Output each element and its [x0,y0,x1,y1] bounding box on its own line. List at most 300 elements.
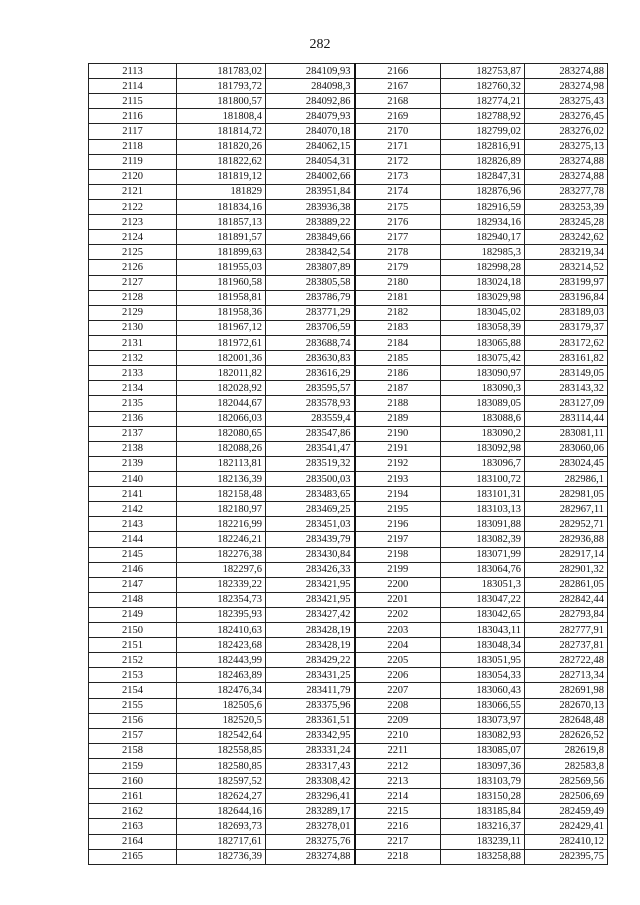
x-coordinate-cell: 182443,99 [177,653,266,668]
y-coordinate-cell: 283331,24 [266,743,355,758]
point-number-cell: 2152 [89,653,177,668]
point-number-cell: 2191 [355,441,441,456]
x-coordinate-cell: 183090,3 [441,381,525,396]
y-coordinate-cell: 282506,69 [525,789,608,804]
table-row [89,109,608,124]
x-coordinate-cell: 181972,61 [177,335,266,350]
table-row [89,351,608,366]
x-coordinate-cell: 183066,55 [441,698,525,713]
y-coordinate-cell: 283317,43 [266,759,355,774]
x-coordinate-cell: 182395,93 [177,607,266,622]
point-number-cell: 2194 [355,487,441,502]
x-coordinate-cell: 181819,12 [177,169,266,184]
point-number-cell: 2165 [89,849,177,864]
y-coordinate-cell: 282429,41 [525,819,608,834]
point-number-cell: 2192 [355,456,441,471]
point-number-cell: 2173 [355,169,441,184]
x-coordinate-cell: 182788,92 [441,109,525,124]
y-coordinate-cell: 283149,05 [525,366,608,381]
y-coordinate-cell: 282967,11 [525,502,608,517]
x-coordinate-cell: 182044,67 [177,396,266,411]
table-row [89,562,608,577]
point-number-cell: 2195 [355,502,441,517]
x-coordinate-cell: 181829 [177,184,266,199]
y-coordinate-cell: 283242,62 [525,230,608,245]
x-coordinate-cell: 182542,64 [177,728,266,743]
point-number-cell: 2187 [355,381,441,396]
point-number-cell: 2190 [355,426,441,441]
y-coordinate-cell: 283275,76 [266,834,355,849]
y-coordinate-cell: 283274,88 [525,154,608,169]
point-number-cell: 2216 [355,819,441,834]
point-number-cell: 2214 [355,789,441,804]
x-coordinate-cell: 181800,57 [177,94,266,109]
point-number-cell: 2178 [355,245,441,260]
x-coordinate-cell: 183150,28 [441,789,525,804]
point-number-cell: 2133 [89,366,177,381]
point-number-cell: 2118 [89,139,177,154]
y-coordinate-cell: 282713,34 [525,668,608,683]
y-coordinate-cell: 283630,83 [266,351,355,366]
x-coordinate-cell: 182339,22 [177,577,266,592]
x-coordinate-cell: 183043,11 [441,623,525,638]
y-coordinate-cell: 282737,81 [525,638,608,653]
table-row [89,290,608,305]
point-number-cell: 2212 [355,759,441,774]
y-coordinate-cell: 282842,44 [525,592,608,607]
y-coordinate-cell: 282583,8 [525,759,608,774]
table-row [89,366,608,381]
point-number-cell: 2186 [355,366,441,381]
table-row [89,184,608,199]
table-row [89,426,608,441]
point-number-cell: 2159 [89,759,177,774]
point-number-cell: 2200 [355,577,441,592]
point-number-cell: 2119 [89,154,177,169]
x-coordinate-cell: 183024,18 [441,275,525,290]
y-coordinate-cell: 283595,57 [266,381,355,396]
point-number-cell: 2188 [355,396,441,411]
y-coordinate-cell: 283771,29 [266,305,355,320]
table-row [89,607,608,622]
table-row [89,743,608,758]
x-coordinate-cell: 181808,4 [177,109,266,124]
y-coordinate-cell: 283276,45 [525,109,608,124]
point-number-cell: 2120 [89,169,177,184]
x-coordinate-cell: 183239,11 [441,834,525,849]
x-coordinate-cell: 182297,6 [177,562,266,577]
table-row [89,577,608,592]
x-coordinate-cell: 182624,27 [177,789,266,804]
coordinates-table-body [89,64,608,865]
y-coordinate-cell: 282722,48 [525,653,608,668]
point-number-cell: 2149 [89,607,177,622]
x-coordinate-cell: 183075,42 [441,351,525,366]
table-row [89,381,608,396]
y-coordinate-cell: 283889,22 [266,215,355,230]
point-number-cell: 2193 [355,471,441,486]
point-number-cell: 2129 [89,305,177,320]
point-number-cell: 2144 [89,532,177,547]
x-coordinate-cell: 183060,43 [441,683,525,698]
point-number-cell: 2171 [355,139,441,154]
table-row [89,502,608,517]
x-coordinate-cell: 183101,31 [441,487,525,502]
y-coordinate-cell: 283199,97 [525,275,608,290]
x-coordinate-cell: 183029,98 [441,290,525,305]
point-number-cell: 2145 [89,547,177,562]
point-number-cell: 2157 [89,728,177,743]
point-number-cell: 2201 [355,592,441,607]
table-row [89,849,608,864]
point-number-cell: 2189 [355,411,441,426]
x-coordinate-cell: 183091,88 [441,517,525,532]
y-coordinate-cell: 283274,88 [525,64,608,79]
x-coordinate-cell: 183097,36 [441,759,525,774]
x-coordinate-cell: 183089,05 [441,396,525,411]
x-coordinate-cell: 181891,57 [177,230,266,245]
y-coordinate-cell: 283308,42 [266,774,355,789]
x-coordinate-cell: 182717,61 [177,834,266,849]
point-number-cell: 2147 [89,577,177,592]
y-coordinate-cell: 284092,86 [266,94,355,109]
y-coordinate-cell: 284002,66 [266,169,355,184]
point-number-cell: 2208 [355,698,441,713]
x-coordinate-cell: 182423,68 [177,638,266,653]
point-number-cell: 2204 [355,638,441,653]
point-number-cell: 2207 [355,683,441,698]
point-number-cell: 2140 [89,471,177,486]
point-number-cell: 2115 [89,94,177,109]
table-row [89,713,608,728]
y-coordinate-cell: 282917,14 [525,547,608,562]
y-coordinate-cell: 284098,3 [266,79,355,94]
table-row [89,79,608,94]
point-number-cell: 2131 [89,335,177,350]
point-number-cell: 2215 [355,804,441,819]
y-coordinate-cell: 283275,13 [525,139,608,154]
y-coordinate-cell: 282861,05 [525,577,608,592]
point-number-cell: 2155 [89,698,177,713]
x-coordinate-cell: 181834,16 [177,199,266,214]
x-coordinate-cell: 182354,73 [177,592,266,607]
x-coordinate-cell: 181822,62 [177,154,266,169]
point-number-cell: 2153 [89,668,177,683]
point-number-cell: 2209 [355,713,441,728]
x-coordinate-cell: 182736,39 [177,849,266,864]
x-coordinate-cell: 183082,93 [441,728,525,743]
table-row [89,819,608,834]
y-coordinate-cell: 283547,86 [266,426,355,441]
x-coordinate-cell: 183045,02 [441,305,525,320]
x-coordinate-cell: 182011,82 [177,366,266,381]
x-coordinate-cell: 182476,34 [177,683,266,698]
table-row [89,335,608,350]
y-coordinate-cell: 283541,47 [266,441,355,456]
point-number-cell: 2184 [355,335,441,350]
x-coordinate-cell: 183047,22 [441,592,525,607]
table-row [89,169,608,184]
point-number-cell: 2136 [89,411,177,426]
point-number-cell: 2185 [355,351,441,366]
point-number-cell: 2156 [89,713,177,728]
y-coordinate-cell: 283179,37 [525,320,608,335]
y-coordinate-cell: 283245,28 [525,215,608,230]
coordinates-table [88,63,608,865]
point-number-cell: 2126 [89,260,177,275]
y-coordinate-cell: 283706,59 [266,320,355,335]
y-coordinate-cell: 283161,82 [525,351,608,366]
x-coordinate-cell: 182216,99 [177,517,266,532]
x-coordinate-cell: 183103,79 [441,774,525,789]
x-coordinate-cell: 181814,72 [177,124,266,139]
x-coordinate-cell: 183048,34 [441,638,525,653]
point-number-cell: 2196 [355,517,441,532]
point-number-cell: 2172 [355,154,441,169]
y-coordinate-cell: 283361,51 [266,713,355,728]
y-coordinate-cell: 283274,88 [266,849,355,864]
point-number-cell: 2160 [89,774,177,789]
point-number-cell: 2179 [355,260,441,275]
x-coordinate-cell: 183090,2 [441,426,525,441]
x-coordinate-cell: 182934,16 [441,215,525,230]
y-coordinate-cell: 283296,41 [266,789,355,804]
y-coordinate-cell: 283469,25 [266,502,355,517]
x-coordinate-cell: 183054,33 [441,668,525,683]
x-coordinate-cell: 181783,02 [177,64,266,79]
y-coordinate-cell: 283375,96 [266,698,355,713]
point-number-cell: 2198 [355,547,441,562]
table-row [89,653,608,668]
y-coordinate-cell: 284109,93 [266,64,355,79]
table-row [89,230,608,245]
y-coordinate-cell: 283081,11 [525,426,608,441]
point-number-cell: 2205 [355,653,441,668]
y-coordinate-cell: 283060,06 [525,441,608,456]
y-coordinate-cell: 283786,79 [266,290,355,305]
x-coordinate-cell: 183051,95 [441,653,525,668]
y-coordinate-cell: 283428,19 [266,623,355,638]
point-number-cell: 2203 [355,623,441,638]
y-coordinate-cell: 283519,32 [266,456,355,471]
point-number-cell: 2128 [89,290,177,305]
point-number-cell: 2218 [355,849,441,864]
x-coordinate-cell: 183065,88 [441,335,525,350]
x-coordinate-cell: 182136,39 [177,471,266,486]
point-number-cell: 2146 [89,562,177,577]
x-coordinate-cell: 182080,65 [177,426,266,441]
y-coordinate-cell: 283196,84 [525,290,608,305]
y-coordinate-cell: 283842,54 [266,245,355,260]
x-coordinate-cell: 183073,97 [441,713,525,728]
x-coordinate-cell: 183071,99 [441,547,525,562]
y-coordinate-cell: 283805,58 [266,275,355,290]
point-number-cell: 2181 [355,290,441,305]
table-row [89,487,608,502]
x-coordinate-cell: 182799,02 [441,124,525,139]
x-coordinate-cell: 182580,85 [177,759,266,774]
x-coordinate-cell: 182505,6 [177,698,266,713]
y-coordinate-cell: 282901,32 [525,562,608,577]
x-coordinate-cell: 182753,87 [441,64,525,79]
x-coordinate-cell: 181958,36 [177,305,266,320]
y-coordinate-cell: 283428,19 [266,638,355,653]
y-coordinate-cell: 283849,66 [266,230,355,245]
point-number-cell: 2168 [355,94,441,109]
point-number-cell: 2148 [89,592,177,607]
point-number-cell: 2142 [89,502,177,517]
x-coordinate-cell: 182410,63 [177,623,266,638]
y-coordinate-cell: 282691,98 [525,683,608,698]
x-coordinate-cell: 182113,81 [177,456,266,471]
x-coordinate-cell: 181955,03 [177,260,266,275]
x-coordinate-cell: 183088,6 [441,411,525,426]
point-number-cell: 2132 [89,351,177,366]
x-coordinate-cell: 181793,72 [177,79,266,94]
x-coordinate-cell: 182760,32 [441,79,525,94]
point-number-cell: 2116 [89,109,177,124]
table-row [89,441,608,456]
point-number-cell: 2150 [89,623,177,638]
point-number-cell: 2141 [89,487,177,502]
y-coordinate-cell: 283276,02 [525,124,608,139]
y-coordinate-cell: 283172,62 [525,335,608,350]
y-coordinate-cell: 283688,74 [266,335,355,350]
table-row [89,698,608,713]
x-coordinate-cell: 181958,81 [177,290,266,305]
y-coordinate-cell: 283342,95 [266,728,355,743]
point-number-cell: 2123 [89,215,177,230]
table-row [89,139,608,154]
table-row [89,275,608,290]
point-number-cell: 2182 [355,305,441,320]
y-coordinate-cell: 284079,93 [266,109,355,124]
x-coordinate-cell: 183064,76 [441,562,525,577]
point-number-cell: 2137 [89,426,177,441]
point-number-cell: 2151 [89,638,177,653]
x-coordinate-cell: 182246,21 [177,532,266,547]
point-number-cell: 2161 [89,789,177,804]
y-coordinate-cell: 283427,42 [266,607,355,622]
y-coordinate-cell: 283500,03 [266,471,355,486]
y-coordinate-cell: 283114,44 [525,411,608,426]
point-number-cell: 2163 [89,819,177,834]
y-coordinate-cell: 282670,13 [525,698,608,713]
y-coordinate-cell: 283483,65 [266,487,355,502]
x-coordinate-cell: 182520,5 [177,713,266,728]
y-coordinate-cell: 282569,56 [525,774,608,789]
x-coordinate-cell: 182998,28 [441,260,525,275]
point-number-cell: 2162 [89,804,177,819]
table-row [89,728,608,743]
table-row [89,638,608,653]
point-number-cell: 2202 [355,607,441,622]
point-number-cell: 2176 [355,215,441,230]
x-coordinate-cell: 182463,89 [177,668,266,683]
x-coordinate-cell: 182816,91 [441,139,525,154]
table-row [89,804,608,819]
x-coordinate-cell: 183042,65 [441,607,525,622]
x-coordinate-cell: 183216,37 [441,819,525,834]
point-number-cell: 2213 [355,774,441,789]
point-number-cell: 2143 [89,517,177,532]
table-row [89,154,608,169]
point-number-cell: 2174 [355,184,441,199]
x-coordinate-cell: 181967,12 [177,320,266,335]
x-coordinate-cell: 182940,17 [441,230,525,245]
x-coordinate-cell: 183082,39 [441,532,525,547]
y-coordinate-cell: 283253,39 [525,199,608,214]
table-row [89,456,608,471]
point-number-cell: 2180 [355,275,441,290]
y-coordinate-cell: 283275,43 [525,94,608,109]
x-coordinate-cell: 182158,48 [177,487,266,502]
point-number-cell: 2166 [355,64,441,79]
y-coordinate-cell: 283426,33 [266,562,355,577]
y-coordinate-cell: 283421,95 [266,577,355,592]
y-coordinate-cell: 283127,09 [525,396,608,411]
table-row [89,547,608,562]
y-coordinate-cell: 283143,32 [525,381,608,396]
x-coordinate-cell: 183096,7 [441,456,525,471]
table-row [89,245,608,260]
x-coordinate-cell: 183103,13 [441,502,525,517]
x-coordinate-cell: 183051,3 [441,577,525,592]
x-coordinate-cell: 182558,85 [177,743,266,758]
y-coordinate-cell: 283430,84 [266,547,355,562]
table-row [89,64,608,79]
point-number-cell: 2125 [89,245,177,260]
point-number-cell: 2134 [89,381,177,396]
y-coordinate-cell: 283289,17 [266,804,355,819]
y-coordinate-cell: 282986,1 [525,471,608,486]
x-coordinate-cell: 183258,88 [441,849,525,864]
page-number: 282 [309,37,331,52]
table-row [89,94,608,109]
y-coordinate-cell: 284054,31 [266,154,355,169]
x-coordinate-cell: 183185,84 [441,804,525,819]
y-coordinate-cell: 283807,89 [266,260,355,275]
point-number-cell: 2183 [355,320,441,335]
y-coordinate-cell: 283024,45 [525,456,608,471]
x-coordinate-cell: 182985,3 [441,245,525,260]
point-number-cell: 2211 [355,743,441,758]
point-number-cell: 2210 [355,728,441,743]
y-coordinate-cell: 283559,4 [266,411,355,426]
table-row [89,789,608,804]
point-number-cell: 2130 [89,320,177,335]
x-coordinate-cell: 182180,97 [177,502,266,517]
y-coordinate-cell: 282952,71 [525,517,608,532]
table-row [89,396,608,411]
table-row [89,260,608,275]
x-coordinate-cell: 182088,26 [177,441,266,456]
y-coordinate-cell: 283431,25 [266,668,355,683]
x-coordinate-cell: 182847,31 [441,169,525,184]
y-coordinate-cell: 283278,01 [266,819,355,834]
point-number-cell: 2124 [89,230,177,245]
table-row [89,683,608,698]
table-row [89,517,608,532]
table-row [89,592,608,607]
x-coordinate-cell: 182826,89 [441,154,525,169]
y-coordinate-cell: 282648,48 [525,713,608,728]
point-number-cell: 2170 [355,124,441,139]
table-row [89,199,608,214]
table-row [89,215,608,230]
x-coordinate-cell: 182644,16 [177,804,266,819]
y-coordinate-cell: 283936,38 [266,199,355,214]
